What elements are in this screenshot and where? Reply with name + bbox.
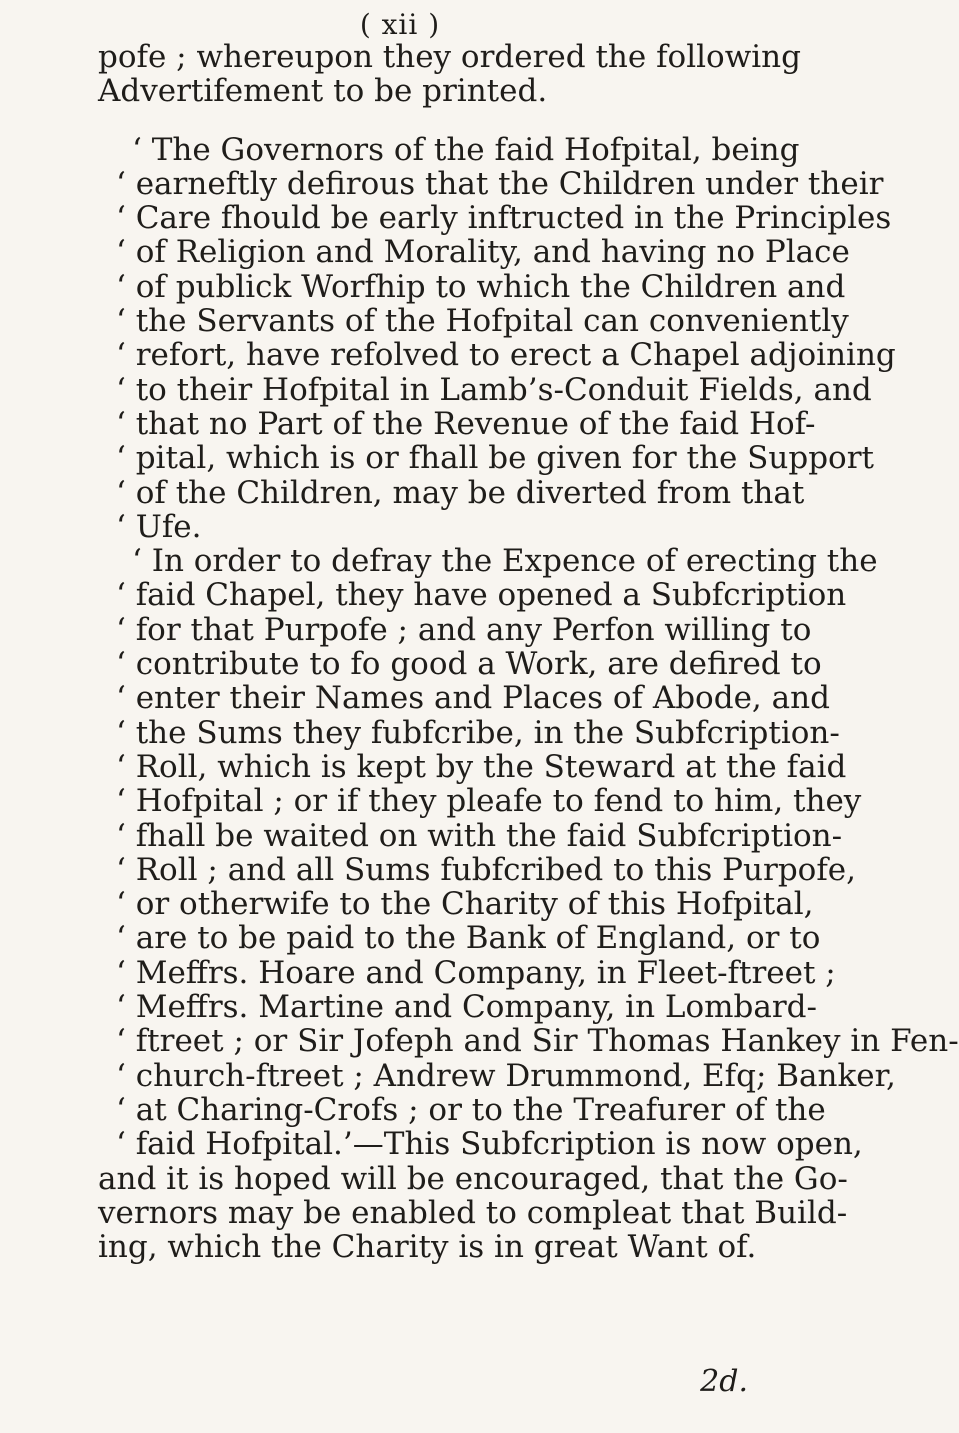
text-line	[98, 337, 896, 374]
line-text: ‘ of the Children, may be diverted from that	[116, 474, 805, 511]
text-line	[98, 577, 847, 614]
line-text: ‘ faid Chapel, they have opened a Subfcription	[116, 577, 847, 614]
line-text: ‘ Care fhould be early inftructed in the Principles	[116, 200, 892, 237]
line-text: ‘ at Charing-Crofs ; or to the Treafurer of the	[116, 1091, 826, 1128]
line-text: ‘ Hofpital ; or if they pleafe to fend to him, they	[116, 783, 862, 820]
text-line: ing, which the Charity is in great Want of.	[98, 1229, 757, 1266]
page-number-header: ( xii )	[359, 8, 441, 41]
text-line	[98, 1023, 959, 1060]
text-line: vernors may be enabled to compleat that Build-	[98, 1194, 848, 1231]
line-text: ‘ fhall be waited on with the faid Subfcription-	[116, 817, 843, 854]
text-line: and it is hoped will be encouraged, that the Go-	[98, 1160, 848, 1197]
text-line	[98, 783, 862, 820]
line-text: ‘ of publick Worfhip to which the Children and	[116, 268, 846, 305]
line-text: ‘ ftreet ; or Sir Jofeph and Sir Thomas Hankey in Fen-	[116, 1023, 959, 1060]
text-line: Advertifement to be printed.	[98, 73, 548, 110]
text-line	[98, 714, 840, 751]
catchword: 2d.	[700, 1364, 748, 1399]
text-line	[98, 886, 814, 923]
text-line	[98, 920, 821, 957]
text-line	[98, 1091, 826, 1128]
line-text: ‘ Meffrs. Martine and Company, in Lombard-	[116, 989, 817, 1026]
text-line	[98, 851, 857, 888]
text-line	[98, 817, 843, 854]
text-line	[98, 1057, 896, 1094]
line-text: ‘ to their Hofpital in Lamb’s-Conduit Fields, and	[116, 371, 872, 408]
line-text: ‘ The Governors of the faid Hofpital, being	[132, 131, 800, 168]
text-line	[98, 405, 816, 442]
text-line	[98, 543, 878, 580]
text-line	[98, 234, 850, 271]
text-line	[98, 989, 817, 1026]
text-line	[98, 611, 812, 648]
text-line	[98, 954, 836, 991]
text-line	[98, 474, 805, 511]
text-line	[98, 165, 884, 202]
line-text: ‘ or otherwife to the Charity of this Hofpital,	[116, 886, 814, 923]
text-line: pofe ; whereupon they ordered the following	[98, 39, 801, 75]
text-line	[98, 510, 748, 544]
line-text: ‘ Roll ; and all Sums fubfcribed to this Purpofe,	[116, 851, 857, 888]
text-line	[98, 748, 847, 785]
text-line	[98, 200, 892, 237]
line-text: ‘ faid Hofpital.’—This Subfcription is now open,	[116, 1126, 863, 1163]
body-text	[98, 39, 959, 1266]
text-line	[98, 440, 874, 477]
line-text: ‘ enter their Names and Places of Abode, and	[116, 680, 830, 717]
line-text: ‘ Ufe.	[116, 508, 202, 545]
line-text: ‘ the Servants of the Hofpital can conveniently	[116, 303, 849, 340]
line-text: ‘ the Sums they fubfcribe, in the Subfcription-	[116, 714, 840, 751]
line-text: ‘ refort, have refolved to erect a Chapel adjoining	[116, 337, 896, 374]
line-text: ‘ church-ftreet ; Andrew Drummond, Efq; Banker,	[116, 1057, 896, 1094]
line-text: ‘ for that Purpofe ; and any Perfon willing to	[116, 611, 812, 648]
line-text: ‘ Roll, which is kept by the Steward at the faid	[116, 748, 847, 785]
line-text: ‘ are to be paid to the Bank of England, or to	[116, 920, 821, 957]
line-text: ‘ pital, which is or fhall be given for the Support	[116, 440, 874, 477]
text-line	[98, 646, 822, 683]
line-text: ‘ contribute to fo good a Work, are defired to	[116, 646, 822, 683]
text-line	[98, 680, 830, 717]
text-line	[98, 131, 800, 168]
text-line	[98, 268, 846, 305]
text-line	[98, 303, 849, 340]
line-text: ‘ In order to defray the Expence of erecting the	[132, 543, 878, 580]
text-line	[98, 1126, 863, 1163]
text-line	[98, 371, 872, 408]
line-text: ‘ that no Part of the Revenue of the faid Hof-	[116, 405, 816, 442]
line-text: ‘ Meffrs. Hoare and Company, in Fleet-ftreet ;	[116, 954, 836, 991]
line-text: ‘ of Religion and Morality, and having no Place	[116, 234, 850, 271]
line-text: ‘ earneftly defirous that the Children under their	[116, 165, 884, 202]
